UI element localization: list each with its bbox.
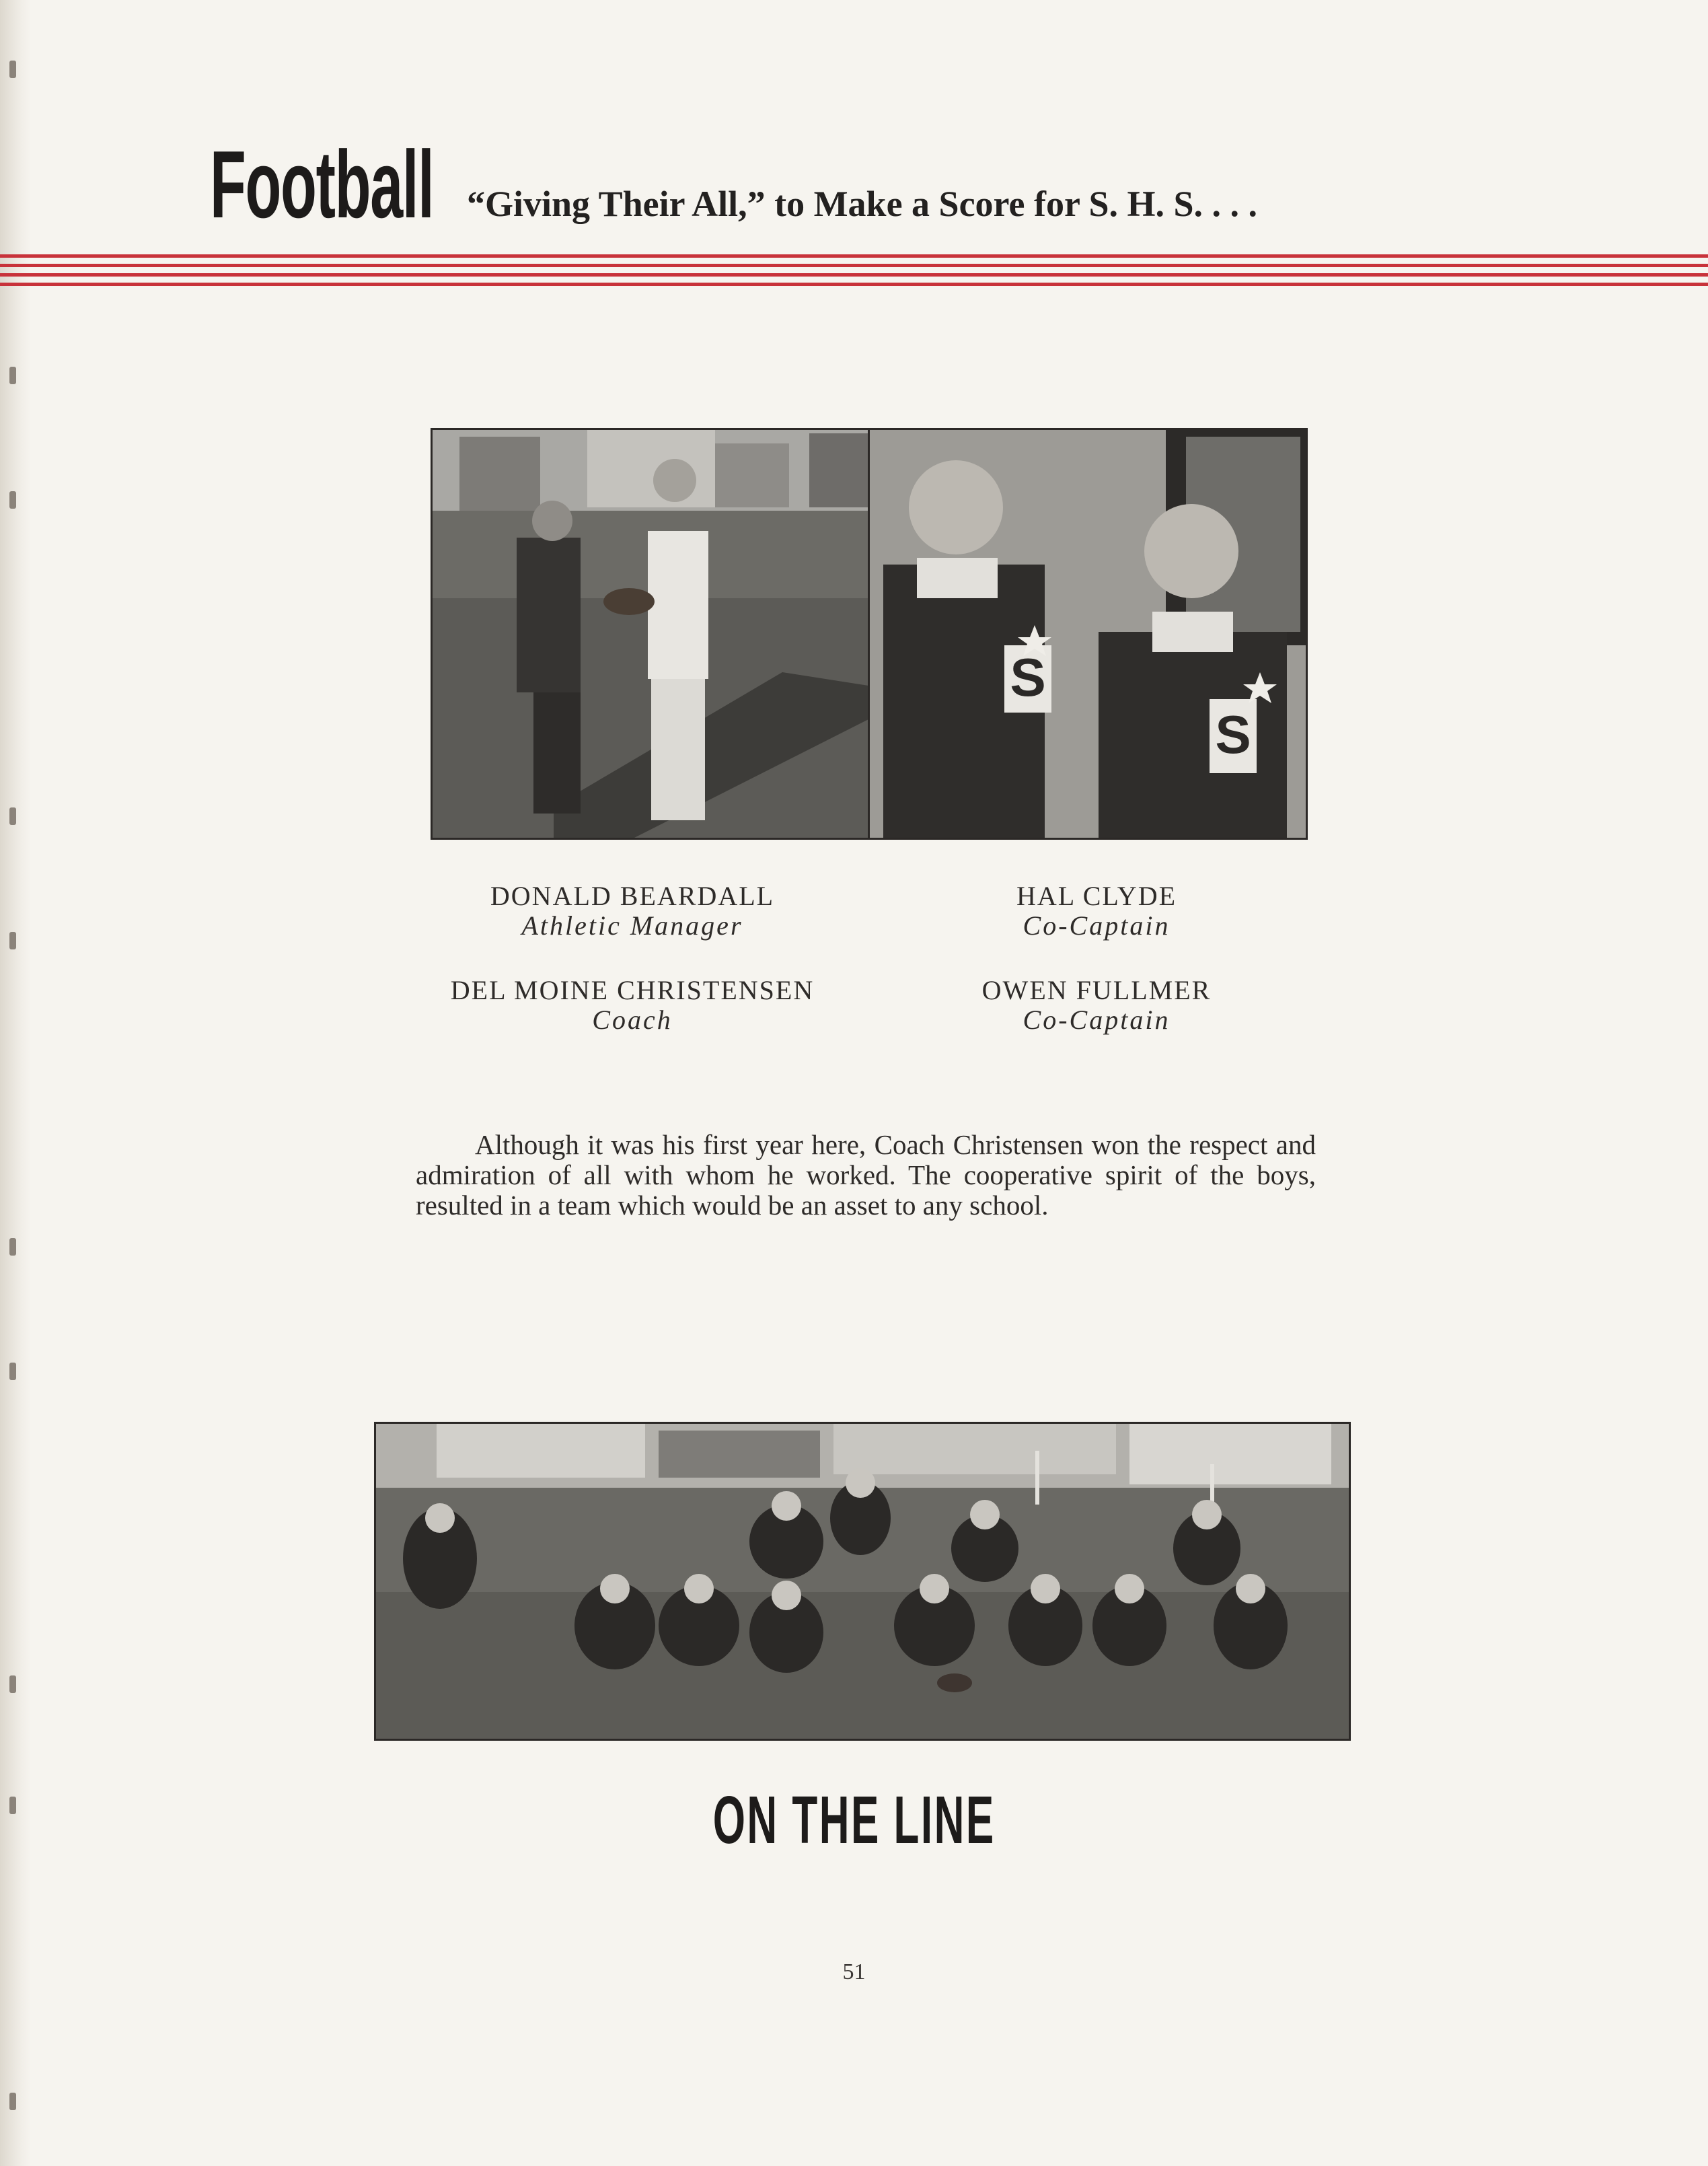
photo-co-captains	[868, 428, 1308, 840]
section-subtitle: “Giving Their All,” to Make a Score for S. H. S. . . .	[467, 184, 1258, 224]
binding-hole	[9, 1363, 16, 1380]
caption-athletic-manager	[377, 881, 888, 941]
svg-text:S: S	[1010, 647, 1046, 707]
staff-role: Co-Captain	[1023, 910, 1171, 941]
binding-hole	[9, 1238, 16, 1256]
staff-name: HAL CLYDE	[1016, 881, 1177, 911]
staff-role: Athletic Manager	[521, 910, 743, 941]
page-number: 51	[842, 1959, 866, 1984]
binding-hole	[9, 491, 16, 509]
rule-line	[0, 273, 1708, 277]
team-caption-text: ON THE LINE	[712, 1782, 996, 1858]
caption-co-captain-2	[895, 976, 1298, 1035]
rule-line	[0, 283, 1708, 286]
svg-text:S: S	[1215, 705, 1251, 764]
team-photo-caption	[0, 1783, 1708, 1857]
section-title: Football	[210, 131, 434, 238]
photo-manager-coach	[431, 428, 870, 840]
staff-name: OWEN FULLMER	[981, 975, 1212, 1005]
header-rules	[0, 254, 1708, 291]
binding-hole	[9, 1675, 16, 1693]
rule-line	[0, 254, 1708, 258]
rule-line	[0, 264, 1708, 267]
staff-role: Co-Captain	[1023, 1005, 1171, 1035]
staff-name: DEL MOINE CHRISTENSEN	[450, 975, 815, 1005]
staff-name: DONALD BEARDALL	[490, 881, 775, 911]
caption-coach	[377, 976, 888, 1035]
binding-hole	[9, 367, 16, 384]
binding-hole	[9, 2093, 16, 2110]
staff-role: Coach	[592, 1005, 673, 1035]
body-paragraph: Although it was his first year here, Coach Christensen won the respect and admiration of all with whom he worked. The cooperative spirit of the boys, resulted in a team which would be an asset to any school.	[416, 1129, 1316, 1221]
binding-hole	[9, 932, 16, 949]
caption-co-captain-1	[895, 881, 1298, 941]
photo-team-line	[374, 1422, 1351, 1741]
binding-hole	[9, 61, 16, 78]
binding-hole	[9, 807, 16, 825]
